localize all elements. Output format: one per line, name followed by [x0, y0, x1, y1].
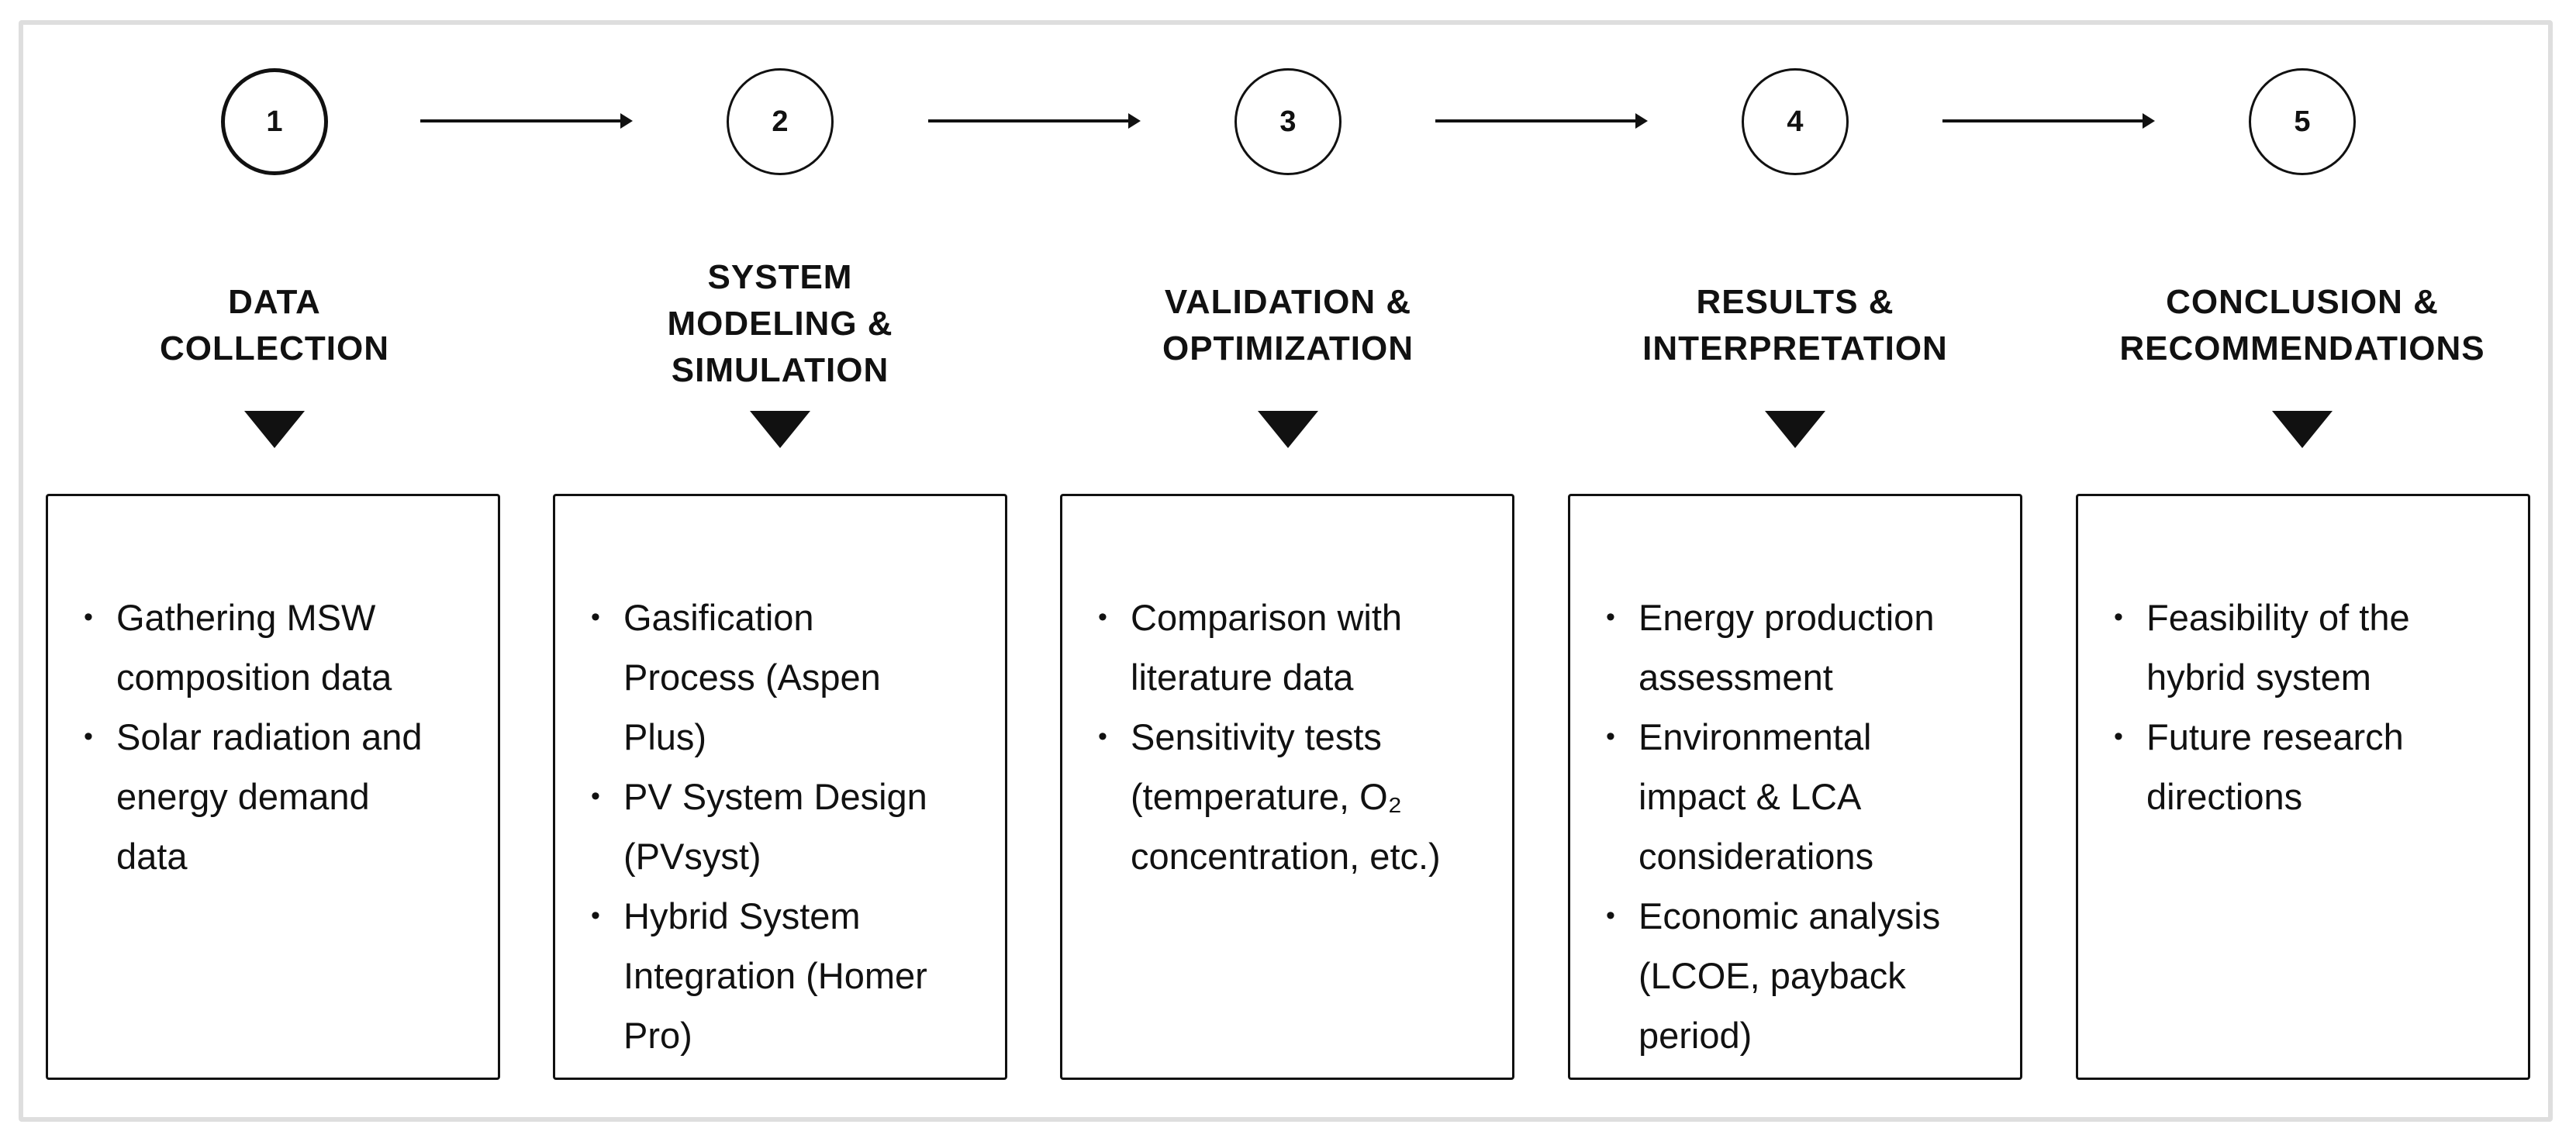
arrow-2-to-3	[928, 119, 1138, 122]
bullet-text: Gathering MSW composition data	[116, 597, 392, 698]
list-item	[1084, 707, 1500, 886]
list-item	[2100, 707, 2516, 826]
step-1-title: DATA COLLECTION	[160, 283, 389, 367]
step-4-number: 4	[1787, 105, 1804, 138]
bullet-text: Gasification Process (Aspen Plus)	[623, 597, 881, 757]
bullet-icon: •	[2114, 722, 2123, 751]
step-2-down-arrow-icon	[750, 411, 810, 448]
step-4-down-arrow-icon	[1765, 411, 1825, 448]
bullet-icon: •	[1098, 722, 1107, 751]
step-5-down-arrow-icon	[2272, 411, 2333, 448]
bullet-icon: •	[2114, 602, 2123, 632]
bullet-icon: •	[591, 901, 600, 930]
bullet-icon: •	[591, 781, 600, 811]
arrow-3-to-4	[1435, 119, 1645, 122]
step-3-number: 3	[1279, 105, 1297, 138]
list-item	[577, 767, 993, 886]
step-3-bullet-list	[1084, 588, 1500, 886]
list-item	[70, 707, 485, 886]
list-item	[577, 886, 993, 1065]
step-1-down-arrow-icon	[244, 411, 305, 448]
list-item	[1592, 707, 2008, 886]
bullet-text: PV System Design (PVsyst)	[623, 776, 927, 877]
step-1-bullet-list	[70, 588, 485, 886]
bullet-icon: •	[1606, 602, 1615, 632]
step-5-title: CONCLUSION & RECOMMENDATIONS	[2119, 283, 2485, 367]
step-2-circle	[727, 68, 834, 175]
step-3-card	[1060, 494, 1514, 1080]
step-4-circle	[1742, 68, 1849, 175]
bullet-text: Environmental impact & LCA considerations	[1638, 716, 1874, 877]
step-4-title: RESULTS & INTERPRETATION	[1642, 283, 1948, 367]
step-2-number: 2	[772, 105, 789, 138]
list-item	[1592, 886, 2008, 1065]
bullet-icon: •	[84, 602, 93, 632]
step-2-card	[553, 494, 1007, 1080]
bullet-text: Sensitivity tests (temperature, O₂ concentration, etc.)	[1131, 716, 1441, 877]
arrow-4-to-5	[1942, 119, 2152, 122]
step-2-bullet-list	[577, 588, 993, 1065]
list-item	[577, 588, 993, 767]
step-4-card	[1568, 494, 2022, 1080]
step-5-circle	[2249, 68, 2356, 175]
bullet-text: Feasibility of the hybrid system	[2146, 597, 2410, 698]
bullet-icon: •	[1098, 602, 1107, 632]
step-3-down-arrow-icon	[1258, 411, 1318, 448]
list-item	[1592, 588, 2008, 707]
arrow-1-to-2	[420, 119, 630, 122]
bullet-text: Hybrid System Integration (Homer Pro)	[623, 895, 927, 1056]
bullet-icon: •	[84, 722, 93, 751]
bullet-icon: •	[1606, 722, 1615, 751]
step-1-number: 1	[266, 105, 283, 138]
bullet-text: Energy production assessment	[1638, 597, 1935, 698]
bullet-text: Solar radiation and energy demand data	[116, 716, 423, 877]
step-4-bullet-list	[1592, 588, 2008, 1065]
step-5-number: 5	[2294, 105, 2311, 138]
bullet-text: Economic analysis (LCOE, payback period)	[1638, 895, 1941, 1056]
bullet-icon: •	[591, 602, 600, 632]
list-item	[70, 588, 485, 707]
step-3-circle	[1234, 68, 1342, 175]
step-1-card	[46, 494, 500, 1080]
bullet-text: Comparison with literature data	[1131, 597, 1403, 698]
bullet-text: Future research directions	[2146, 716, 2404, 817]
step-2-title: SYSTEM MODELING & SIMULATION	[667, 258, 893, 389]
list-item	[1084, 588, 1500, 707]
bullet-icon: •	[1606, 901, 1615, 930]
list-item	[2100, 588, 2516, 707]
step-5-card	[2076, 494, 2530, 1080]
step-5-bullet-list	[2100, 588, 2516, 826]
step-3-title: VALIDATION & OPTIMIZATION	[1162, 283, 1414, 367]
step-1-circle	[221, 68, 328, 175]
